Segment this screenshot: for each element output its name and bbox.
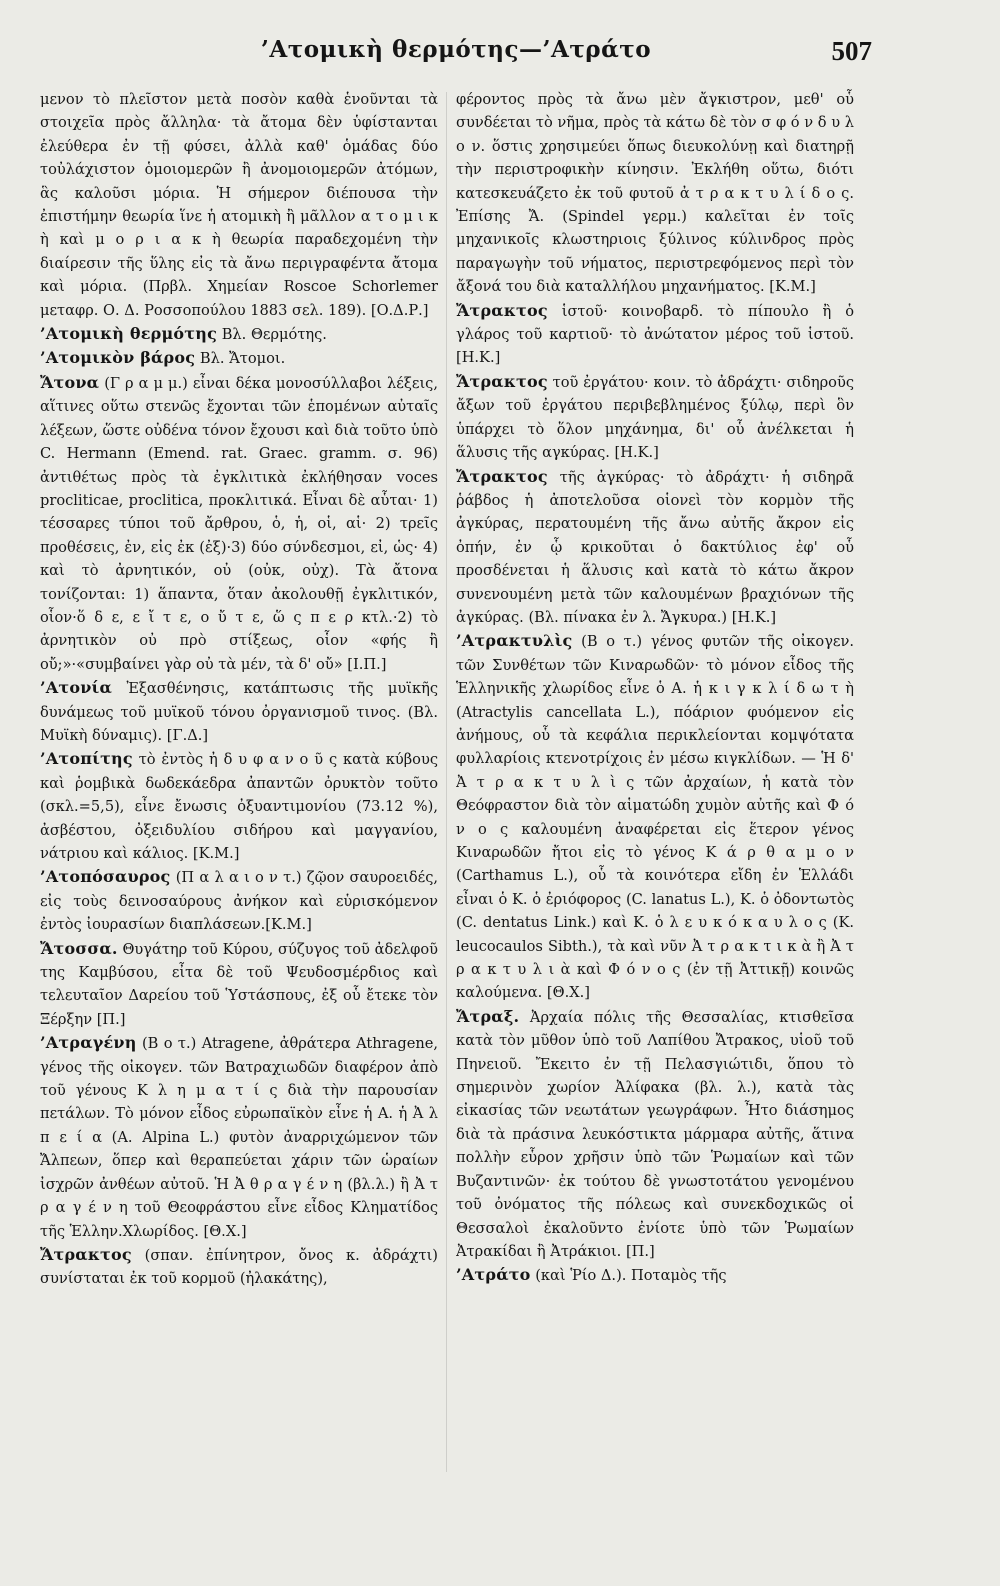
entry-text: Βλ. Ἄτομοι. [199,350,286,368]
dictionary-entry [40,1243,438,1291]
entry-text: τὸ ἐντὸς ἠ δ υ φ α ν ο ῦ ς κατὰ κύβους καὶ ῥομβικὰ δωδεκάεδρα ἀπαντῶν ὀρυκτὸν τοῦτο (σκλ.=5,5), εἶνε ἔνωσις ὀξυαντιμονίου (73.12 %), ἀσβέστου, ὀξειδυλίου σιδήρου καὶ μαγγανίου, νάτριου καὶ κάλιος. [Κ.Μ.] [40,751,438,862]
dictionary-entry [40,371,438,676]
entry-text: τῆς ἀγκύρας· τὸ ἀδράχτι· ἡ σιδηρᾶ ῥάβδος ἡ ἀποτελοῦσα οἱονεὶ τὸν κορμὸν τῆς ἀγκύρας, περατουμένη τῆς ἄνω αὐτῆς ἄκρον εἰς ὀπήν, ἐν ᾧ κρικοῦται ὁ δακτύλιος ἐφ' οὗ προσδένεται ἡ ἅλυσις καὶ κατὰ τὸ κάτω ἄκρον συνενουμένη μετὰ τῶν καλουμένων βραχιόνων τῆς ἀγκύρας. (Βλ. πίνακα ἐν λ. Ἄγκυρα.) [Η.Κ.] [456,468,854,626]
column-divider [446,92,447,1472]
dictionary-entry [40,88,438,322]
entry-headword: Ἄτονα [40,372,100,392]
running-header [40,36,872,82]
entry-text: Θυγάτηρ τοῦ Κύρου, σύζυγος τοῦ ἀδελφοῦ της Καμβύσου, εἶτα δὲ τοῦ Ψευδοσμέρδιος καὶ τελευταῖον Δαρείου τοῦ Ὑστάσπους, ἐξ οὗ ἔτεκε τὸν Ξέρξην [Π.] [40,940,438,1028]
entry-text: Ἐξασθένησις, κατάπτωσις τῆς μυϊκῆς δυνάμεως τοῦ μυϊκοῦ τόνου ὀργανισμοῦ τινος. (Βλ. Μυϊκὴ δύναμις). [Γ.Δ.] [40,680,438,744]
dictionary-entry [456,370,854,465]
entry-headword: ’Ατράτο [456,1265,531,1285]
entry-text: Βλ. Θερμότης. [221,326,327,344]
entry-headword: ’Ατομικὸν βάρος [40,348,196,368]
right-column [456,88,854,1568]
dictionary-entry [40,1031,438,1243]
entry-headword: ’Ατοπόσαυρος [40,867,171,887]
entry-text: (σπαν. ἐπίνητρον, ὄνος κ. ἀδράχτι) συνίσταται ἐκ τοῦ κορμοῦ (ἠλακάτης), [40,1246,438,1288]
left-column [40,88,438,1568]
dictionary-entry [40,346,438,370]
dictionary-entry [456,299,854,370]
entry-headword: Ἄτραξ. [456,1006,520,1026]
dictionary-entry [40,865,438,936]
page-number: 507 [831,36,872,66]
entry-headword: Ἄτρακτος [456,466,548,486]
dictionary-entry [40,676,438,747]
entry-text: (Β ο τ.) Atragene, ἀθράτερα Athragene, γένος τῆς οἰκογεν. τῶν Βατραχιωδῶν διαφέρον ἀπὸ τοῦ γένους Κ λ η μ α τ ί ς διὰ τὴν παρουσίαν πετάλων. Τὸ μόνον εἶδος εὐρωπαϊκὸν εἶνε ἡ Α. ἡ Ἀ λ π ε ί α (A. Alpina L.) φυτὸν ἀναρριχώμενον τῶν Ἄλπεων, ὅπερ καὶ θεραπεύεται χάριν τῶν ὡραίων ἰσχρῶν ἀνθέων αὐτοῦ. Ἡ Ἀ θ ρ α γ έ ν η (βλ.λ.) ἢ Ἀ τ ρ α γ έ ν η τοῦ Θεοφράστου εἶνε εἶδος Κληματίδος τῆς Ἑλλην.Χλωρίδος. [Θ.Χ.] [40,1035,438,1240]
dictionary-entry [456,88,854,299]
dictionary-entry [456,1005,854,1263]
entry-headword: Ἄτρακτος [456,300,548,320]
entry-text: (Π α λ α ι ο ν τ.) ζῷον σαυροειδές, εἰς τοὺς δεινοσαύρους ἀνήκον καὶ εὑρισκόμενον ἐντὸς ἰουρασίων διαπλάσεων.[Κ.Μ.] [40,869,438,934]
dictionary-entry [40,747,438,865]
entry-headword: ’Ατραγένη [40,1033,137,1053]
header-title: ’Ατομικὴ θερμότης—’Ατράτο [260,36,652,63]
entry-headword: ’Ατομικὴ θερμότης [40,324,218,344]
entry-headword: Ἄτρακτος [40,1244,132,1264]
entry-text: ἱστοῦ· κοινοβαρδ. τὸ πίπουλο ἢ ὁ γλάρος τοῦ καρτιοῦ· τὸ ἀνώτατον μέρος τοῦ ἱστοῦ. [Η.Κ.] [456,302,854,367]
entry-text: (καὶ Ῥίο Δ.). Ποταμὸς τῆς [535,1267,727,1285]
dictionary-entry [456,465,854,630]
dictionary-entry [456,1263,854,1287]
entry-text: φέροντος πρὸς τὰ ἄνω μὲν ἄγκιστρον, μεθ' οὗ συνδέεται τὸ νῆμα, πρὸς τὰ κάτω δὲ τὸν σ φ ό ν δ υ λ ο ν. ὅστις χρησιμεύει ὅπως διευκολύνῃ καὶ διατηρῇ τὴν περιστροφικὴν κίνησιν. Ἐκλήθη οὕτω, διότι κατεσκευάζετο ἐκ τοῦ φυτοῦ ἀ τ ρ α κ τ υ λ ί δ ο ς. Ἐπίσης Ἄ. (Spindel γερμ.) καλεῖται ἐν τοῖς μηχανικοῖς κλωστηριοις ξύλινος κύλινδρος πρὸς παραγωγὴν τοῦ νήματος, περιστρεφόμενος περὶ τὸν ἄξονά του διὰ καταλλήλου μηχανήματος. [Κ.Μ.] [456,91,854,296]
entry-headword: ’Ατονία [40,678,112,698]
entry-text: (Γ ρ α μ μ.) εἶναι δέκα μονοσύλλαβοι λέξεις, αἵτινες οὕτω στενῶς ἔχονται τῶν ἑπομένων αὐταῖς λέξεων, ὥστε οὐδένα τόνον ἔχουσι καὶ διὰ τοῦτο ὑπὸ C. Hermann (Emend. rat. Graec. gramm. σ. 96) ἀντιθέτως πρὸς τὰ ἐγκλιτικὰ ἐκλήθησαν voces procliticae, proclitica, προκλιτικά. Εἶναι δὲ αὗται· 1) τέσσαρες τύποι τοῦ ἄρθρου, ὁ, ἡ, οἱ, αἱ· 2) τρεῖς προθέσεις, ἐν, εἰς ἐκ (ἐξ)·3) δύο σύνδεσμοι, εἰ, ὡς· 4) καὶ τὸ ἀρνητικόν, οὐ (οὐκ, οὐχ). Τὰ ἄτονα τονίζονται: 1) ἅπαντα, ὅταν ἀκολουθῇ ἐγκλιτικόν, οἷον·ὅ δ ε, ε ἴ τ ε, ο ὔ τ ε, ὥ ς π ε ρ κτλ.·2) τὸ ἀρνητικὸν οὐ πρὸ στίξεως, οἷον «φής ἢ οὔ;»·«συμβαίνει γὰρ οὐ τὰ μέν, τὰ δ' οὔ» [Ι.Π.] [40,374,438,673]
entry-headword: Ἄτοσσα. [40,938,118,958]
entry-text: (Β ο τ.) γένος φυτῶν τῆς οἰκογεν. τῶν Συνθέτων τῶν Κιναρωδῶν· τὸ μόνον εἶδος τῆς Ἑλληνικῆς χλωρίδος εἶνε ὁ Α. ἡ κ ι γ κ λ ί δ ω τ ὴ (Atractylis cancellata L.), πόάριον φυόμενον εἰς ἀνήμους, οὗ τὰ κεφάλια περικλείονται κομψότατα φυλλαρίοις κτενοτρίχοις ἐν μέσω κιγκλίδων. — Ἡ δ' Ἀ τ ρ α κ τ υ λ ὶ ς τῶν ἀρχαίων, ἡ κατὰ τὸν Θεόφραστον διὰ τὸν αἱματώδη χυμὸν αὐτῆς καὶ Φ ό ν ο ς καλουμένη ἀναφέρεται εἰς ἕτερον γένος Κιναρωδῶν ἤτοι εἰς τὸ γένος Κ ά ρ θ α μ ο ν (Carthamus L.), οὗ τὰ κοινότερα εἴδη ἐν Ἑλλάδι εἶναι ὁ Κ. ὁ ἐριόφορος (C. lanatus L.), Κ. ὁ ὀδοντωτὸς (C. dentatus Link.) καὶ Κ. ὁ λ ε υ κ ό κ α υ λ ο ς (K. leucocaulos Sibth.), τὰ καὶ νῦν Ἀ τ ρ α κ τ ι κ ὰ ἢ Ἀ τ ρ α κ τ υ λ ι ὰ καὶ Φ ό ν ο ς (ἐν τῇ Ἀττικῇ) κοινῶς καλούμενα. [Θ.Χ.] [456,633,854,1002]
entry-text: τοῦ ἐργάτου· κοιν. τὸ ἀδράχτι· σιδηροῦς ἄξων τοῦ ἐργάτου περιβεβλημένος ξύλῳ, περὶ ὃν ὑπάρχει τὸ ὅλον μηχάνημα, δι' οὗ ἀνέλκεται ἡ ἅλυσις τῆς αγκύρας. [Η.Κ.] [456,373,854,462]
entry-headword: Ἄτρακτος [456,371,548,391]
entry-text: μενον τὸ πλεῖστον μετὰ ποσὸν καθὰ ἑνοῦνται τὰ στοιχεῖα πρὸς ἄλληλα· τὰ ἄτομα δὲν ὑφίστανται ἐλεύθερα ἐν τῇ φύσει, ἀλλὰ καθ' ὁμάδας δύο τοὐλάχιστον ὁμοιομερῶν ἢ ἀνομοιομερῶν ἀτόμων, ἃς καλοῦσι μόρια. Ἡ σήμερον διέπουσα τὴν ἐπιστήμην θεωρία ἵνε ἡ ατομικὴ ἢ μᾶλλον α τ ο μ ι κ ὴ καὶ μ ο ρ ι α κ ὴ θεωρία παραδεχομένη τὴν διαίρεσιν τῆς ὕλης εἰς τὰ ἄνω περιγραφέντα ἄτομα καὶ μόρια. (Πρβλ. Χημείαν Roscoe Schorlemer μεταφρ. Ο. Δ. Ροσσοπούλου 1883 σελ. 189). [Ο.Δ.Ρ.] [40,91,438,319]
entry-headword: ’Ατρακτυλὶς [456,631,573,651]
entry-headword: ’Ατοπίτης [40,749,133,769]
dictionary-entry [40,322,438,346]
entry-text: Ἀρχαία πόλις τῆς Θεσσαλίας, κτισθεῖσα κατὰ τὸν μῦθον ὑπὸ τοῦ Λαπίθου Ἄτρακος, υἱοῦ τοῦ Πηνειοῦ. Ἔκειτο ἐν τῇ Πελασγιώτιδι, ὅπου τὸ σημερινὸν χωρίον Ἀλίφακα (βλ. λ.), κατὰ τὰς εἰκασίας τῶν νεωτάτων γεωγράφων. Ἦτο διάσημος διὰ τὰ πράσινα λευκόστικτα μάρμαρα αὐτῆς, ἅτινα πολλὴν εὗρον χρῆσιν ὑπὸ τῶν Ῥωμαίων καὶ τῶν Βυζαντινῶν· ἐκ τούτου δὲ γνωστοτάτου γενομένου τοῦ ὀνόματος τῆς πόλεως καὶ συνεκδοχικῶς οἱ Θεσσαλοὶ ἐκαλοῦντο ἐνίοτε ὑπὸ τῶν Ῥωμαίων Ἀτρακίδαι ἢ Ἀτράκιοι. [Π.] [456,1008,854,1260]
dictionary-entry [40,937,438,1032]
dictionary-entry [456,629,854,1005]
